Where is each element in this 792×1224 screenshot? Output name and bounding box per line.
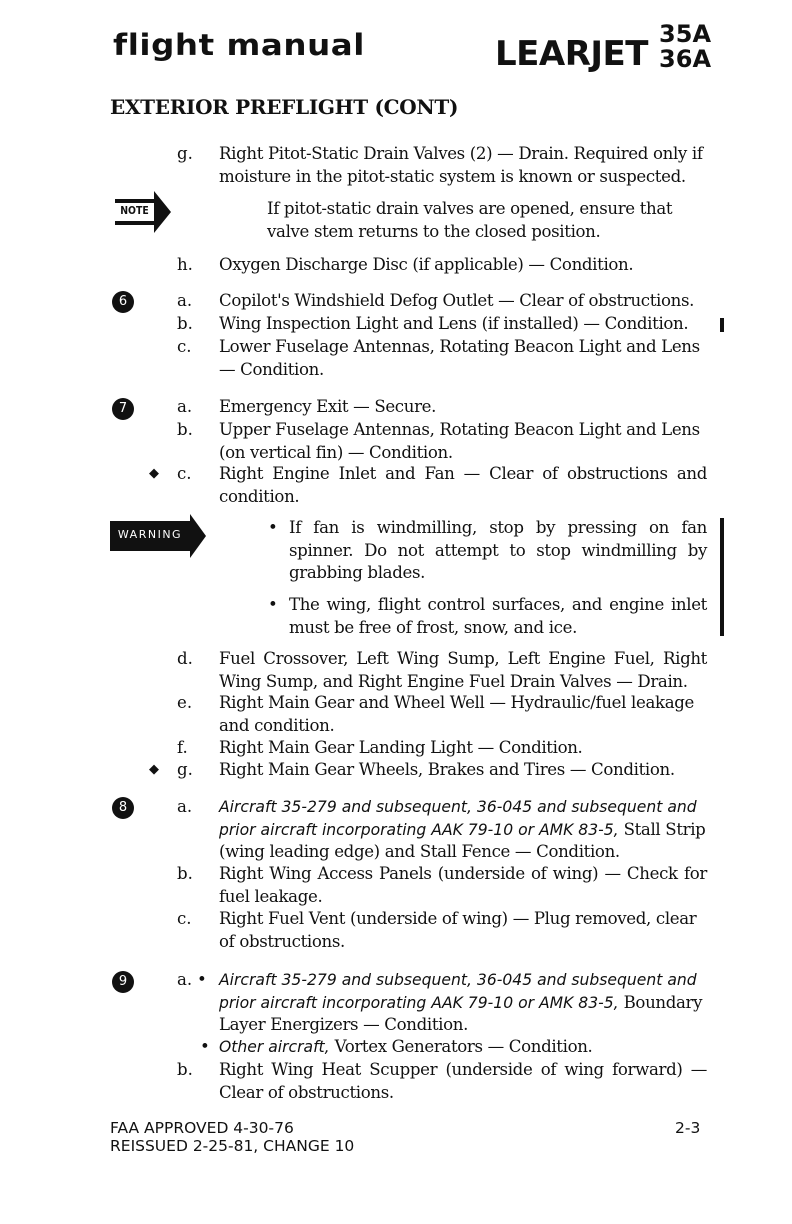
- station7-g-text: Right Main Gear Wheels, Brakes and Tires — Condition.: [219, 760, 675, 779]
- change-bar: [720, 518, 724, 636]
- brand-name: LEARJET: [495, 34, 648, 74]
- note-icon: [115, 191, 179, 233]
- warning-text-1: If fan is windmilling, stop by pressing on fan spinner. Do not attempt to stop windmilling by grabbing blades.: [289, 518, 707, 582]
- station-8-icon: 8: [112, 797, 134, 819]
- station9-a2-item: Vortex Generators — Condition.: [334, 1037, 593, 1056]
- station-9-icon: 9: [112, 971, 134, 993]
- step-label: b.: [177, 1060, 193, 1079]
- step-label: g.: [177, 760, 193, 779]
- station6-b-text: Wing Inspection Light and Lens (if installed) — Condition.: [219, 314, 689, 333]
- station8-a-item: Stall Strip (wing leading edge) and Stall Fence — Condition.: [219, 819, 706, 861]
- effectivity-note: Other aircraft,: [219, 1038, 330, 1056]
- step-label: c.: [177, 909, 192, 928]
- step-label: b.: [177, 314, 193, 333]
- model-designations: [659, 22, 711, 72]
- step-g-text: Right Pitot-Static Drain Valves (2) — Drain. Required only if moisture in the pitot-static system is known or suspected.: [219, 144, 703, 186]
- warning-icon: [110, 514, 206, 558]
- station7-a-text: Emergency Exit — Secure.: [219, 397, 437, 416]
- station9-a-item: Boundary Layer Energizers — Condition.: [219, 992, 703, 1034]
- station6-c-text: Lower Fuselage Antennas, Rotating Beacon Light and Lens — Condition.: [219, 337, 700, 379]
- model-36a: 36A: [659, 45, 712, 73]
- station9-a2-text: [219, 1036, 707, 1059]
- station7-c-text: Right Engine Inlet and Fan — Clear of obstructions and condition.: [219, 464, 707, 506]
- change-bar: [720, 318, 724, 332]
- station9-b-text: Right Wing Heat Scupper (underside of wing forward) — Clear of obstructions.: [219, 1060, 707, 1102]
- effectivity-note: Aircraft 35-279 and subsequent, 36-045 and subsequent and prior aircraft incorporating AAK 79-10 or AMK 83-5,: [219, 971, 697, 1012]
- station6-a-text: Copilot's Windshield Defog Outlet — Clear of obstructions.: [219, 291, 695, 310]
- station7-b-text: Upper Fuselage Antennas, Rotating Beacon Light and Lens (on vertical fin) — Condition.: [219, 420, 700, 462]
- warning-text-2: The wing, flight control surfaces, and engine inlet must be free of frost, snow, and ice.: [289, 595, 707, 637]
- station7-e-text: Right Main Gear and Wheel Well — Hydraulic/fuel leakage and condition.: [219, 693, 694, 735]
- section-title: EXTERIOR PREFLIGHT (CONT): [110, 95, 459, 119]
- step-label: f.: [177, 738, 188, 757]
- station8-c-text: Right Fuel Vent (underside of wing) — Plug removed, clear of obstructions.: [219, 909, 697, 951]
- step-label: h.: [177, 255, 193, 274]
- diamond-icon: ◆: [149, 466, 159, 481]
- station-7-icon: 7: [112, 398, 134, 420]
- brand-logo: [495, 22, 711, 74]
- station8-b-text: Right Wing Access Panels (underside of wing) — Check for fuel leakage.: [219, 864, 707, 906]
- bullet-icon: •: [200, 1037, 210, 1056]
- model-35a: 35A: [659, 20, 712, 48]
- step-label: a.: [177, 397, 193, 416]
- step-h-text: Oxygen Discharge Disc (if applicable) — Condition.: [219, 255, 634, 274]
- footer-approved: FAA APPROVED 4-30-76: [110, 1119, 294, 1137]
- step-label: b.: [177, 864, 193, 883]
- effectivity-note: Aircraft 35-279 and subsequent, 36-045 and subsequent and prior aircraft incorporating AAK 79-10 or AMK 83-5,: [219, 798, 697, 839]
- step-label: a.: [177, 970, 193, 989]
- step-label: d.: [177, 649, 193, 668]
- step-label: e.: [177, 693, 193, 712]
- bullet-icon: •: [197, 970, 207, 989]
- warning-label: WARNING: [117, 528, 183, 541]
- station-6-icon: 6: [112, 291, 134, 313]
- note-label: NOTE: [120, 204, 149, 217]
- station7-f-text: Right Main Gear Landing Light — Condition.: [219, 738, 583, 757]
- manual-title: flight manual: [113, 28, 365, 62]
- footer-reissued: REISSUED 2-25-81, CHANGE 10: [110, 1137, 355, 1155]
- step-label: a.: [177, 291, 193, 310]
- step-label: c.: [177, 337, 192, 356]
- note-text: If pitot-static drain valves are opened, ensure that valve stem returns to the closed position.: [267, 199, 673, 241]
- station9-a-text: [219, 969, 707, 1037]
- step-label: g.: [177, 144, 193, 163]
- step-label: a.: [177, 797, 193, 816]
- station8-a-text: [219, 796, 707, 864]
- page-number: 2-3: [675, 1119, 701, 1137]
- diamond-icon: ◆: [149, 762, 159, 777]
- bullet-icon: •: [268, 518, 278, 537]
- bullet-icon: •: [268, 595, 278, 614]
- station7-d-text: Fuel Crossover, Left Wing Sump, Left Engine Fuel, Right Wing Sump, and Right Engine Fuel Drain Valves — Drain.: [219, 649, 707, 691]
- step-label: b.: [177, 420, 193, 439]
- step-label: c.: [177, 464, 192, 483]
